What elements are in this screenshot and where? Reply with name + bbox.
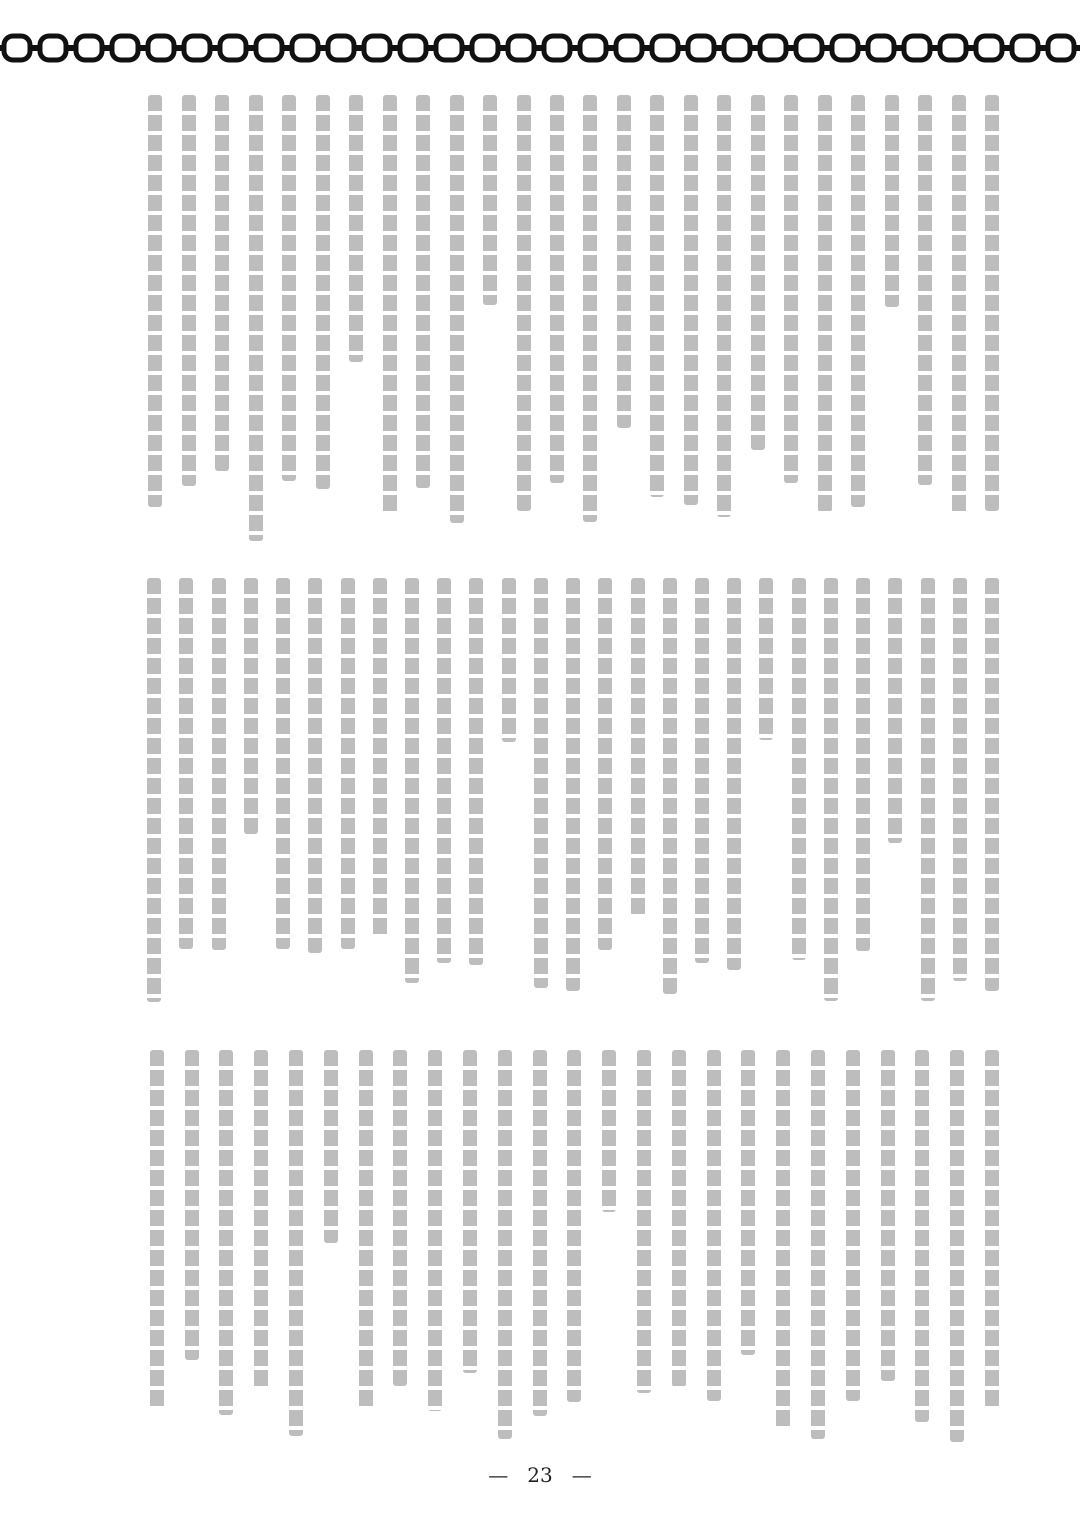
- text-band-middle: [135, 578, 1005, 1008]
- text-column: [583, 95, 597, 522]
- text-column: [888, 578, 902, 843]
- text-column: [985, 578, 999, 991]
- text-column: [792, 578, 806, 960]
- text-column: [602, 1050, 616, 1212]
- text-column: [502, 578, 516, 742]
- chain-link: [580, 36, 606, 60]
- text-column: [727, 578, 741, 970]
- page-number-value: 23: [527, 1463, 553, 1487]
- text-column: [349, 95, 363, 362]
- text-column: [254, 1050, 268, 1390]
- text-column: [324, 1050, 338, 1243]
- text-column: [881, 1050, 895, 1381]
- text-column: [759, 578, 773, 740]
- text-column: [316, 95, 330, 489]
- text-column: [684, 95, 698, 505]
- chain-link: [940, 36, 966, 60]
- chain-link: [544, 36, 570, 60]
- text-column: [952, 95, 966, 515]
- text-column: [450, 95, 464, 523]
- text-column: [212, 578, 226, 950]
- text-column: [985, 95, 999, 511]
- text-column: [428, 1050, 442, 1411]
- text-column: [950, 1050, 964, 1442]
- text-column: [483, 95, 497, 305]
- text-column: [373, 578, 387, 938]
- text-column: [405, 578, 419, 983]
- text-column: [707, 1050, 721, 1401]
- chain-link: [760, 36, 786, 60]
- chain-link: [112, 36, 138, 60]
- text-column: [663, 578, 677, 994]
- text-column: [517, 95, 531, 511]
- chain-link: [688, 36, 714, 60]
- text-column: [416, 95, 430, 488]
- text-column: [695, 578, 709, 963]
- text-column: [567, 1050, 581, 1402]
- text-column: [650, 95, 664, 497]
- chain-link: [508, 36, 534, 60]
- text-column: [150, 1050, 164, 1408]
- chain-link: [328, 36, 354, 60]
- chain-link: [364, 36, 390, 60]
- text-column: [824, 578, 838, 1001]
- text-column: [147, 578, 161, 1002]
- page-number-dash-left: —: [488, 1463, 509, 1487]
- chain-link: [436, 36, 462, 60]
- text-column: [598, 578, 612, 950]
- text-column: [463, 1050, 477, 1373]
- chain-link: [652, 36, 678, 60]
- text-column: [244, 578, 258, 834]
- chain-link: [184, 36, 210, 60]
- text-column: [534, 578, 548, 988]
- text-column: [741, 1050, 755, 1355]
- chain-link: [256, 36, 282, 60]
- page-number: [0, 1463, 1080, 1487]
- text-column: [672, 1050, 686, 1387]
- chain-link: [1048, 36, 1074, 60]
- chain-link: [76, 36, 102, 60]
- chain-link: [796, 36, 822, 60]
- chain-link: [724, 36, 750, 60]
- text-column: [637, 1050, 651, 1393]
- chain-link: [220, 36, 246, 60]
- text-column: [751, 95, 765, 450]
- text-column: [148, 95, 162, 507]
- chain-link: [148, 36, 174, 60]
- text-column: [533, 1050, 547, 1416]
- text-column: [985, 1050, 999, 1408]
- text-column: [215, 95, 229, 471]
- text-column: [915, 1050, 929, 1422]
- chain-link: [400, 36, 426, 60]
- chain-link: [40, 36, 66, 60]
- text-column: [566, 578, 580, 991]
- chain-link: [976, 36, 1002, 60]
- text-column: [498, 1050, 512, 1439]
- text-column: [249, 95, 263, 541]
- chain-link: [832, 36, 858, 60]
- text-column: [276, 578, 290, 949]
- text-column: [921, 578, 935, 1001]
- text-column: [437, 578, 451, 963]
- chain-link: [1012, 36, 1038, 60]
- text-column: [179, 578, 193, 949]
- text-column: [185, 1050, 199, 1360]
- chain-link: [868, 36, 894, 60]
- text-band-top: [135, 95, 1005, 545]
- text-column: [885, 95, 899, 307]
- text-column: [811, 1050, 825, 1439]
- text-column: [818, 95, 832, 512]
- text-column: [282, 95, 296, 481]
- text-column: [359, 1050, 373, 1409]
- chain-link: [904, 36, 930, 60]
- chain-link: [292, 36, 318, 60]
- text-column: [846, 1050, 860, 1401]
- text-column: [550, 95, 564, 483]
- text-column: [308, 578, 322, 953]
- text-column: [393, 1050, 407, 1386]
- chain-link: [4, 36, 30, 60]
- chain-link: [472, 36, 498, 60]
- text-column: [469, 578, 483, 965]
- chain-link: [616, 36, 642, 60]
- text-column: [289, 1050, 303, 1436]
- text-column: [219, 1050, 233, 1415]
- text-column: [851, 95, 865, 507]
- chain-border-decoration: [0, 28, 1080, 68]
- text-column: [631, 578, 645, 916]
- text-column: [856, 578, 870, 951]
- text-column: [953, 578, 967, 981]
- text-column: [776, 1050, 790, 1428]
- text-band-bottom: [135, 1050, 1005, 1445]
- page-number-dash-right: —: [571, 1463, 592, 1487]
- text-column: [617, 95, 631, 428]
- text-column: [717, 95, 731, 517]
- text-column: [383, 95, 397, 515]
- text-column: [341, 578, 355, 949]
- text-column: [182, 95, 196, 486]
- text-column: [784, 95, 798, 483]
- text-column: [918, 95, 932, 485]
